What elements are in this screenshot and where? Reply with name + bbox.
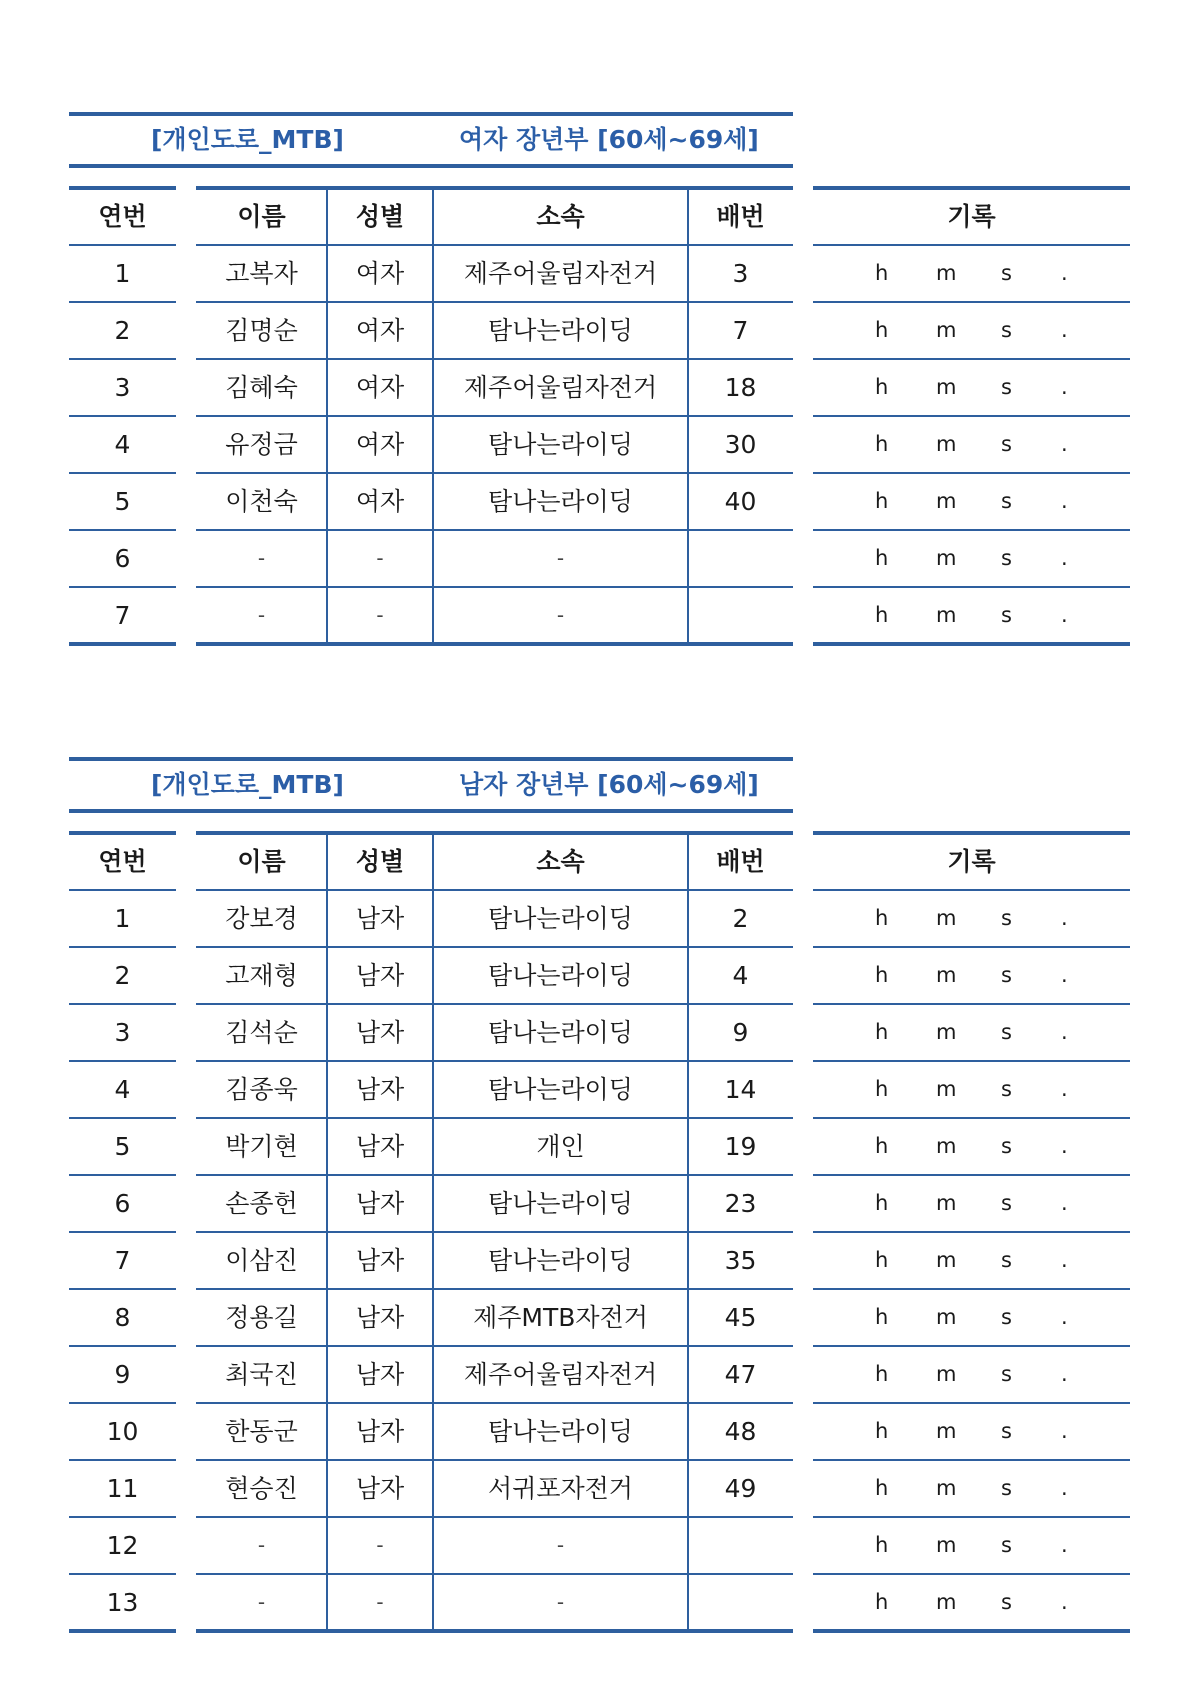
cell-no: 10 — [106, 1417, 139, 1446]
table-row — [0, 1004, 1200, 1061]
record-unit-s: s — [1001, 1134, 1012, 1158]
record-unit-m: m — [936, 1077, 957, 1101]
cell-gender: 남자 — [355, 1246, 405, 1275]
category-title: 남자 장년부 [60세~69세] — [459, 770, 759, 799]
cell-bib — [688, 1574, 793, 1631]
record-unit-h: h — [875, 1305, 889, 1329]
cell-club: 탐나는라이딩 — [488, 1417, 633, 1446]
record-unit-dot: . — [1061, 489, 1068, 513]
cell-bib: 23 — [724, 1189, 757, 1218]
table-row — [0, 890, 1200, 947]
record-unit-dot: . — [1061, 1419, 1068, 1443]
record-unit-s: s — [1001, 1476, 1012, 1500]
record-unit-m: m — [936, 489, 957, 513]
cell-name: 김종욱 — [225, 1075, 298, 1104]
cell-gender: 남자 — [355, 1360, 405, 1389]
record-unit-s: s — [1001, 1020, 1012, 1044]
cell-gender: 남자 — [355, 1417, 405, 1446]
cell-gender: 남자 — [355, 1132, 405, 1161]
header-gender: 성별 — [355, 847, 405, 876]
record-unit-dot: . — [1061, 1533, 1068, 1557]
record-unit-h: h — [875, 1248, 889, 1272]
record-unit-m: m — [936, 963, 957, 987]
record-unit-m: m — [936, 1533, 957, 1557]
table-row — [0, 1346, 1200, 1403]
record-unit-h: h — [875, 1476, 889, 1500]
cell-no: 6 — [114, 544, 131, 573]
table-row — [0, 1118, 1200, 1175]
section-title-band — [69, 112, 793, 168]
table-row — [0, 473, 1200, 530]
record-unit-h: h — [875, 603, 889, 627]
cell-gender: 남자 — [355, 1474, 405, 1503]
header-bib: 배번 — [716, 202, 765, 231]
cell-no: 4 — [114, 430, 131, 459]
cell-gender: 여자 — [355, 259, 405, 288]
cell-club: 제주어울림자전거 — [463, 373, 658, 402]
cell-gender: 남자 — [355, 1018, 405, 1047]
record-unit-h: h — [875, 1134, 889, 1158]
table-header-row — [0, 188, 1200, 245]
cell-bib: 4 — [732, 961, 749, 990]
record-unit-dot: . — [1061, 318, 1068, 342]
record-unit-m: m — [936, 546, 957, 570]
cell-club: 탐나는라이딩 — [488, 487, 633, 516]
cell-bib: 14 — [724, 1075, 757, 1104]
record-unit-dot: . — [1061, 963, 1068, 987]
cell-name: 유정금 — [225, 430, 298, 459]
cell-club: 서귀포자전거 — [488, 1474, 633, 1503]
record-unit-s: s — [1001, 1590, 1012, 1614]
record-unit-h: h — [875, 1077, 889, 1101]
cell-no: 2 — [114, 316, 131, 345]
record-unit-m: m — [936, 1305, 957, 1329]
record-unit-m: m — [936, 1590, 957, 1614]
table-row — [0, 1403, 1200, 1460]
cell-club: 개인 — [536, 1132, 585, 1161]
cell-club: 탐나는라이딩 — [488, 961, 633, 990]
cell-gender: 여자 — [355, 316, 405, 345]
cell-no: 13 — [106, 1588, 139, 1617]
cell-gender: 남자 — [355, 961, 405, 990]
cell-name: 박기현 — [225, 1132, 298, 1161]
cell-gender: - — [376, 1590, 384, 1614]
cell-name: 김명순 — [225, 316, 298, 345]
cell-bib: 47 — [724, 1360, 757, 1389]
record-unit-h: h — [875, 1020, 889, 1044]
cell-bib: 2 — [732, 904, 749, 933]
cell-name: - — [257, 603, 266, 627]
table-row — [0, 1574, 1200, 1631]
record-unit-s: s — [1001, 1419, 1012, 1443]
record-unit-s: s — [1001, 963, 1012, 987]
cell-name: 한동군 — [225, 1417, 298, 1446]
cell-record — [813, 1346, 1130, 1403]
record-unit-s: s — [1001, 432, 1012, 456]
record-unit-dot: . — [1061, 546, 1068, 570]
cell-bib: 35 — [724, 1246, 757, 1275]
cell-name: 최국진 — [225, 1360, 298, 1389]
record-unit-h: h — [875, 963, 889, 987]
record-unit-m: m — [936, 1362, 957, 1386]
cell-name: - — [257, 1533, 266, 1557]
cell-club: 탐나는라이딩 — [488, 1075, 633, 1104]
cell-club: 탐나는라이딩 — [488, 430, 633, 459]
cell-club: 탐나는라이딩 — [488, 1018, 633, 1047]
cell-record — [813, 1289, 1130, 1346]
table-row — [0, 1517, 1200, 1574]
record-unit-s: s — [1001, 906, 1012, 930]
record-unit-s: s — [1001, 1248, 1012, 1272]
cell-no: 5 — [114, 1132, 131, 1161]
header-record: 기록 — [947, 202, 996, 231]
cell-no: 1 — [114, 259, 131, 288]
cell-record — [813, 587, 1130, 644]
cell-name: 김석순 — [225, 1018, 298, 1047]
cell-name: 정용길 — [225, 1303, 298, 1332]
cell-bib: 49 — [724, 1474, 757, 1503]
cell-club: 탐나는라이딩 — [488, 1189, 633, 1218]
header-record: 기록 — [947, 847, 996, 876]
cell-gender: 남자 — [355, 1189, 405, 1218]
record-unit-dot: . — [1061, 261, 1068, 285]
record-unit-s: s — [1001, 1077, 1012, 1101]
cell-record — [813, 1004, 1130, 1061]
table-header-row — [0, 833, 1200, 890]
record-unit-dot: . — [1061, 1134, 1068, 1158]
cell-gender: 남자 — [355, 1303, 405, 1332]
cell-record — [813, 1175, 1130, 1232]
record-unit-s: s — [1001, 489, 1012, 513]
record-unit-m: m — [936, 1419, 957, 1443]
cell-name: - — [257, 546, 266, 570]
record-unit-m: m — [936, 1134, 957, 1158]
cell-no: 4 — [114, 1075, 131, 1104]
record-unit-dot: . — [1061, 432, 1068, 456]
cell-record — [813, 1403, 1130, 1460]
cell-gender: 여자 — [355, 487, 405, 516]
cell-record — [813, 1517, 1130, 1574]
cell-bib — [688, 1517, 793, 1574]
cell-bib: 18 — [724, 373, 757, 402]
cell-gender: 남자 — [355, 1075, 405, 1104]
cell-record — [813, 245, 1130, 302]
cell-gender: - — [376, 546, 384, 570]
record-unit-s: s — [1001, 1362, 1012, 1386]
cell-name: 고재형 — [225, 961, 298, 990]
cell-no: 3 — [114, 373, 131, 402]
cell-record — [813, 359, 1130, 416]
cell-no: 6 — [114, 1189, 131, 1218]
cell-bib — [688, 530, 793, 587]
record-unit-s: s — [1001, 375, 1012, 399]
cell-name: 손종헌 — [225, 1189, 298, 1218]
record-unit-m: m — [936, 1020, 957, 1044]
header-no: 연번 — [98, 847, 147, 876]
table-row — [0, 1289, 1200, 1346]
cell-record — [813, 890, 1130, 947]
event-title: [개인도로_MTB] — [151, 125, 344, 154]
cell-bib: 9 — [732, 1018, 749, 1047]
cell-name: 현승진 — [225, 1474, 298, 1503]
record-unit-h: h — [875, 1191, 889, 1215]
record-unit-h: h — [875, 318, 889, 342]
cell-no: 8 — [114, 1303, 131, 1332]
cell-name: 김혜숙 — [225, 373, 298, 402]
cell-club: - — [556, 1590, 565, 1614]
cell-no: 12 — [106, 1531, 139, 1560]
record-unit-dot: . — [1061, 1590, 1068, 1614]
cell-no: 2 — [114, 961, 131, 990]
record-unit-dot: . — [1061, 1020, 1068, 1044]
record-unit-m: m — [936, 432, 957, 456]
cell-club: - — [556, 546, 565, 570]
cell-record — [813, 473, 1130, 530]
cell-record — [813, 302, 1130, 359]
record-unit-s: s — [1001, 1533, 1012, 1557]
record-unit-h: h — [875, 1362, 889, 1386]
table-row — [0, 1232, 1200, 1289]
cell-bib: 48 — [724, 1417, 757, 1446]
record-unit-dot: . — [1061, 1305, 1068, 1329]
record-unit-m: m — [936, 318, 957, 342]
table-row — [0, 1175, 1200, 1232]
record-unit-m: m — [936, 906, 957, 930]
cell-gender: 여자 — [355, 373, 405, 402]
cell-record — [813, 530, 1130, 587]
cell-bib: 40 — [724, 487, 757, 516]
record-unit-s: s — [1001, 318, 1012, 342]
record-unit-dot: . — [1061, 603, 1068, 627]
table-row — [0, 359, 1200, 416]
cell-no: 9 — [114, 1360, 131, 1389]
record-unit-dot: . — [1061, 1191, 1068, 1215]
cell-no: 7 — [114, 601, 131, 630]
category-title: 여자 장년부 [60세~69세] — [459, 125, 759, 154]
record-unit-m: m — [936, 603, 957, 627]
cell-club: 탐나는라이딩 — [488, 904, 633, 933]
cell-record — [813, 1232, 1130, 1289]
record-unit-h: h — [875, 489, 889, 513]
cell-record — [813, 947, 1130, 1004]
cell-gender: 남자 — [355, 904, 405, 933]
header-name: 이름 — [237, 202, 286, 231]
record-unit-dot: . — [1061, 1248, 1068, 1272]
table-row — [0, 530, 1200, 587]
header-no: 연번 — [98, 202, 147, 231]
cell-bib: 30 — [724, 430, 757, 459]
record-unit-s: s — [1001, 1305, 1012, 1329]
cell-club: 탐나는라이딩 — [488, 1246, 633, 1275]
record-unit-s: s — [1001, 1191, 1012, 1215]
cell-record — [813, 1118, 1130, 1175]
table-row — [0, 947, 1200, 1004]
record-unit-h: h — [875, 261, 889, 285]
record-unit-dot: . — [1061, 1476, 1068, 1500]
cell-gender: 여자 — [355, 430, 405, 459]
cell-record — [813, 1460, 1130, 1517]
record-unit-m: m — [936, 1476, 957, 1500]
record-unit-h: h — [875, 1419, 889, 1443]
cell-gender: - — [376, 603, 384, 627]
record-unit-s: s — [1001, 261, 1012, 285]
cell-bib: 45 — [724, 1303, 757, 1332]
header-gender: 성별 — [355, 202, 405, 231]
cell-no: 7 — [114, 1246, 131, 1275]
cell-no: 1 — [114, 904, 131, 933]
header-club: 소속 — [536, 202, 585, 231]
cell-club: 제주어울림자전거 — [463, 259, 658, 288]
section-title-band — [69, 757, 793, 813]
cell-record — [813, 1061, 1130, 1118]
table-row — [0, 416, 1200, 473]
record-unit-s: s — [1001, 546, 1012, 570]
cell-no: 5 — [114, 487, 131, 516]
record-unit-h: h — [875, 546, 889, 570]
record-unit-dot: . — [1061, 906, 1068, 930]
record-unit-h: h — [875, 375, 889, 399]
cell-no: 11 — [106, 1474, 139, 1503]
header-club: 소속 — [536, 847, 585, 876]
record-unit-dot: . — [1061, 1362, 1068, 1386]
cell-club: - — [556, 603, 565, 627]
record-unit-dot: . — [1061, 1077, 1068, 1101]
event-title: [개인도로_MTB] — [151, 770, 344, 799]
cell-name: 이삼진 — [225, 1246, 298, 1275]
record-unit-m: m — [936, 1191, 957, 1215]
record-unit-dot: . — [1061, 375, 1068, 399]
cell-record — [813, 416, 1130, 473]
table-row — [0, 245, 1200, 302]
cell-bib: 19 — [724, 1132, 757, 1161]
cell-name: 이천숙 — [225, 487, 298, 516]
cell-name: 강보경 — [225, 904, 298, 933]
table-row — [0, 1460, 1200, 1517]
table-row — [0, 1061, 1200, 1118]
cell-name: 고복자 — [225, 259, 298, 288]
record-unit-h: h — [875, 1533, 889, 1557]
record-unit-m: m — [936, 1248, 957, 1272]
record-unit-m: m — [936, 375, 957, 399]
cell-bib: 3 — [732, 259, 749, 288]
cell-no: 3 — [114, 1018, 131, 1047]
record-unit-m: m — [936, 261, 957, 285]
header-name: 이름 — [237, 847, 286, 876]
cell-club: 탐나는라이딩 — [488, 316, 633, 345]
cell-club: 제주MTB자전거 — [473, 1303, 648, 1332]
record-unit-h: h — [875, 432, 889, 456]
record-unit-s: s — [1001, 603, 1012, 627]
cell-record — [813, 1574, 1130, 1631]
record-unit-h: h — [875, 906, 889, 930]
cell-name: - — [257, 1590, 266, 1614]
cell-club: 제주어울림자전거 — [463, 1360, 658, 1389]
table-row — [0, 587, 1200, 644]
cell-club: - — [556, 1533, 565, 1557]
record-unit-h: h — [875, 1590, 889, 1614]
header-bib: 배번 — [716, 847, 765, 876]
cell-bib — [688, 587, 793, 644]
cell-gender: - — [376, 1533, 384, 1557]
table-row — [0, 302, 1200, 359]
cell-bib: 7 — [732, 316, 749, 345]
